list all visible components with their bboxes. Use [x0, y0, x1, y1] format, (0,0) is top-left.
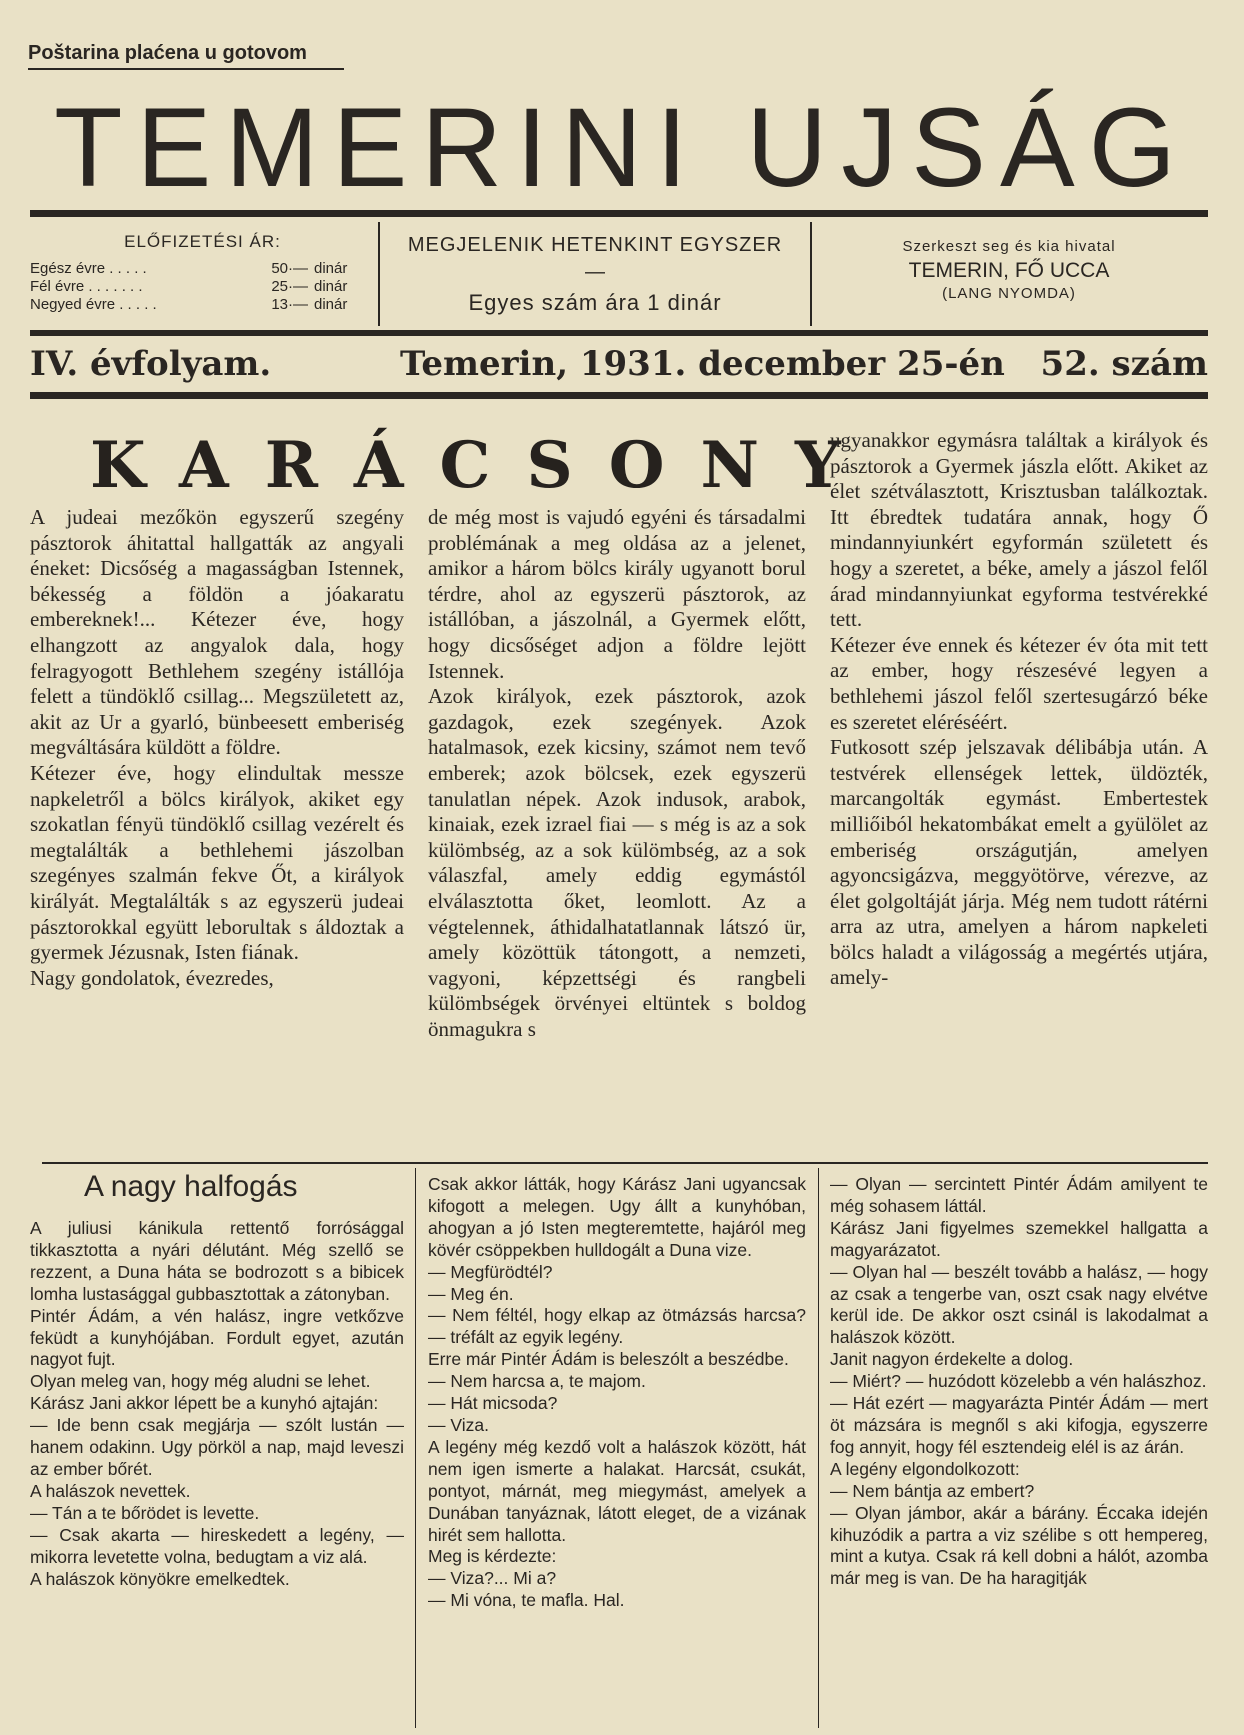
publication-box — [378, 222, 812, 326]
office-line1: Szerkeszt seg és kia hivatal — [902, 238, 1116, 255]
postage-note: Poštarina plaćena u gotovom — [28, 42, 344, 70]
price-unit: dinár — [314, 278, 348, 295]
story-column-2: Csak akkor látták, hogy Kárász Jani ugyancsak kifogott a melegen. Ugy állt a kunyhóban, ahogyan a jó Isten megteremtette, hajáról meg kövér csöppekben hulldogált a Duna vize. — Megfürödtél? — Meg én. — Nem féltél, hogy elkap az ötmázsás harcsa? — tréfált az egyik legény. Erre már Pintér Ádám is beleszólt a beszédbe. — Nem harcsa a, te majom. — Hát micsoda? — Viza. A legény még kezdő volt a halászok között, hát nem igen ismerte a halakat. Harcsát, csukát, pontyot, márnát, meg miegymást, amelyek a Dunában tanyáznak, látott eleget, de a vizának hirét sem hallotta. Meg is kérdezte: — Viza?... Mi a? — Mi vóna, te mafla. Hal. — [428, 1174, 806, 1611]
article-column-3: ugyanakkor egymásra találtak a királyok és pásztorok a Gyermek jászla előtt. Akiket az élet szétválasztott, Krisztusban találkoztak. Itt ébredtek tudatára annak, hogy Ő mindannyiunkért egyformán született és hogy a szeretet, a béke, amely a jászol felől árad mindannyiunkat egyforma testvérekké tett. Kétezer éve ennek és kétezer év óta mit tett az ember, hogy részesévé legyen a bethlehemi jászol felől szertesugárzó béke es szeretet eléréséért. Futkosott szép jelszavak délibábja után. A testvérek ellenségek lettek, üldözték, marcangolták egymást. Embertestek milliőiból hekatombákat emelt a gyülölet az emberiség országutján, amelyen agyoncsigázva, meggyötörve, vérezve, az élet golgoltáját járja. Még nem tudott rátérni arra az utra, amelyen a három napkeleti bölcs haladt a világosság a megértés utjára, amely- — [830, 428, 1208, 990]
office-line2: TEMERIN, FŐ UCCA — [908, 259, 1110, 282]
price-amount: 25·— — [271, 278, 308, 295]
price-amount: 13·— — [271, 296, 308, 313]
info-bar — [30, 222, 1208, 326]
price-label: Fél évre . . . . . . . — [30, 278, 143, 295]
issue-line — [30, 344, 1208, 388]
issue-number: 52. szám — [1040, 344, 1208, 384]
story-column-1: A juliusi kánikula rettentő forrósággal tikkasztotta a nyári délutánt. Még szellő se rezzent, a Duna háta se bodrozott s a bibicek lomha lustasággal gubbasztottak a zátonyban. Pintér Ádám, a vén halász, ingre vetkőzve feküdt a kunyhójában. Fordult egyet, azután nagyot fujt. Olyan meleg van, hogy még aludni se lehet. Kárász Jani akkor lépett be a kunyhó ajtaján: — Ide benn csak megjárja — szólt lustán — hanem odakinn. Ugy pörköl a nap, majd leveszi az ember bőrét. A halászok nevettek. — Tán a te bőrödet is levette. — Csak akarta — hireskedett a legény, — mikorra levetette volna, bedugtam a viz alá. A halászok könyökre emelkedtek. — [30, 1218, 404, 1589]
price-row — [30, 260, 375, 278]
price-row — [30, 278, 375, 296]
header-rule-mid — [30, 330, 1208, 336]
column-separator — [415, 1168, 416, 1728]
subscription-box — [30, 222, 375, 326]
article-column-1: A judeai mezőkön egyszerű szegény pásztorok áhitattal hallgatták az angyali éneket: Dicsőség a magasságban Istennek, békesség a földön a jóakaratu embereknek!... Kétezer éve, hogy elhangzott az angyalok dala, hogy felragyogott Bethlehem szegény istállója felett a tündöklő csillag... Megszületett az, akit az Ur a gyarló, bünbeesett emberiség megváltására küldött a földre. Kétezer éve, hogy elindultak messze napkeletről a bölcs királyok, akiket egy szokatlan fényü tündöklő csillag vezérelt és megtalálták a bethlehemi jászolban szegényes szalmán fekve Őt, a királyok királyát. Megtalálták s az egyszerü judeai pásztorokkal együtt leborultak s áldoztak a gyermek Jézusnak, Isten fiának. Nagy gondolatok, évezredes, — [30, 505, 404, 990]
price-label: Egész évre . . . . . — [30, 260, 147, 277]
price-amount: 50·— — [271, 260, 308, 277]
header-rule-top — [30, 210, 1208, 217]
column-separator — [818, 1168, 819, 1728]
header-rule-bottom — [30, 392, 1208, 399]
price-unit: dinár — [314, 296, 348, 313]
subscription-heading: ELŐFIZETÉSI ÁR: — [124, 232, 281, 251]
publication-dash: — — [585, 261, 605, 283]
issue-date: Temerin, 1931. december 25-én — [400, 344, 1005, 384]
office-line3: (LANG NYOMDA) — [942, 285, 1076, 302]
article-headline: KARÁCSONY — [90, 428, 877, 503]
single-issue-price: Egyes szám ára 1 dinár — [468, 290, 722, 315]
masthead-title: TEMERINI UJSÁG — [54, 85, 1190, 210]
volume-label: IV. évfolyam. — [30, 344, 272, 384]
publication-frequency: MEGJELENIK HETENKINT EGYSZER — [407, 234, 783, 256]
price-row — [30, 296, 375, 314]
article-column-2: de még most is vajudó egyéni és társadalmi problémának a meg oldása az a jelenet, amikor a három bölcs király ugyanott borul térdre, ahol az egyszerü pásztorok, az istállóban, a jászolnál, a Gyermek előtt, hogy dicsőséget adjon a földre lejött Istennek. Azok királyok, ezek pásztorok, azok gazdagok, ezek szegények. Azok hatalmasok, ezek kicsiny, számot nem tevő emberek; azok bölcsek, ezek egyszerü tanulatlan népek. Azok indusok, arabok, kinaiak, ezek izrael fiai — s még is az a sok külömbség, az a sok külömbség, az a sok válaszfal, amely eddig egymástól elválasztotta őket, leomlott. Az a végtelennek, áthidalhatatlannak látszó ür, amely közöttük tátongott, a nemzeti, vagyoni, képzettségi és rangbeli külömbségek örvényei eltüntek s boldog önmagukra s — [428, 505, 806, 1041]
section-divider — [42, 1162, 1208, 1164]
price-label: Negyed évre . . . . . — [30, 296, 157, 313]
price-unit: dinár — [314, 260, 348, 277]
story-title: A nagy halfogás — [84, 1170, 298, 1203]
office-box — [810, 222, 1208, 326]
story-column-3: — Olyan — sercintett Pintér Ádám amilyent te még sohasem láttál. Kárász Jani figyelmes szemekkel hallgatta a magyarázatot. — Olyan hal — beszélt tovább a halász, — hogy az csak a tengerbe van, oszt csak nagy elvétve kerül ide. De akkor oszt csinál is lakodalmat a halászok között. Janit nagyon érdekelte a dolog. — Miért? — huzódott közelebb a vén halászhoz. — Hát ezért — magyarázta Pintér Ádám — mert öt mázsára is megnől s aki kifogja, egyszerre fog annyit, hogy fél esztendeig elél is az árán. A legény elgondolkozott: — Nem bántja az embert? — Olyan jámbor, akár a bárány. Éccaka idején kihuzódik a partra a viz szélibe s ott hempereg, mint a kutya. Csak rá kell dobni a hálót, azomba már meg is van. De ha haragitják — [830, 1174, 1208, 1589]
